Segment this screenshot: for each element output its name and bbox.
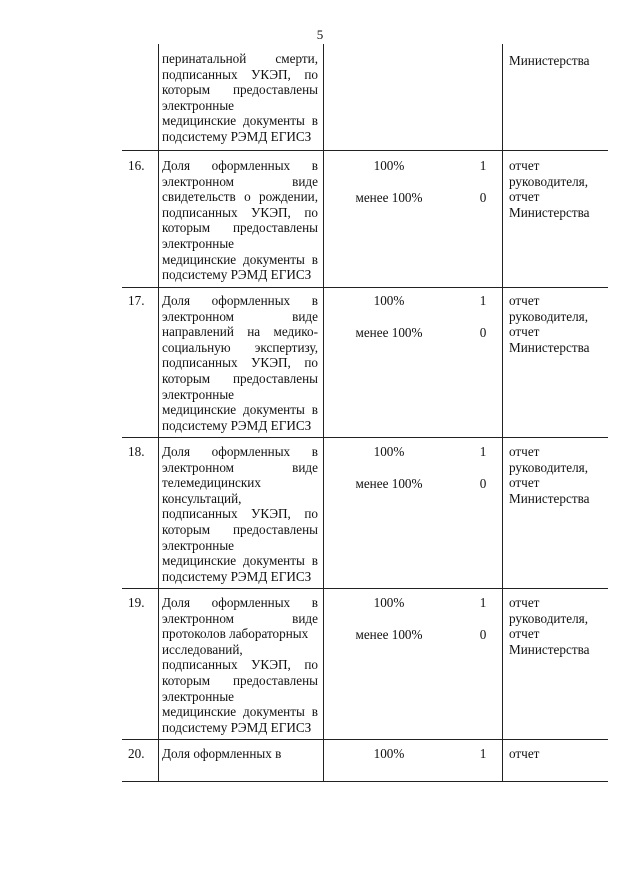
target-values bbox=[330, 595, 448, 642]
desc-line: электронные bbox=[162, 386, 235, 402]
source-line: отчет bbox=[509, 158, 540, 173]
top-fragment-description bbox=[162, 51, 318, 145]
desc-line: Доля оформленных в bbox=[162, 746, 282, 761]
value-line: 100% bbox=[373, 444, 405, 459]
score-line: 1 bbox=[479, 746, 487, 761]
source-line: руководителя, bbox=[509, 610, 589, 626]
score-line: 0 bbox=[479, 475, 487, 491]
source-line: Министерства bbox=[509, 53, 590, 68]
score-line: 1 bbox=[479, 444, 487, 459]
score-line: 1 bbox=[479, 293, 487, 308]
source-line: отчет bbox=[509, 293, 540, 308]
source-line: отчет bbox=[509, 746, 540, 761]
desc-line: медицинские документы в bbox=[162, 402, 318, 418]
desc-line: Доля оформленных в bbox=[162, 293, 318, 308]
desc-line: подсистему РЭМД ЕГИСЗ bbox=[162, 128, 312, 144]
desc-line: консультаций, bbox=[162, 490, 242, 506]
desc-line: Доля оформленных в bbox=[162, 444, 318, 459]
value-line: менее 100% bbox=[355, 475, 423, 491]
row-divider bbox=[122, 437, 608, 438]
table-left-border bbox=[158, 44, 159, 781]
source-line: руководителя, bbox=[509, 173, 589, 189]
value-line: менее 100% bbox=[355, 189, 423, 205]
row-number: 17. bbox=[128, 293, 145, 308]
source-line: Министерства bbox=[509, 204, 590, 220]
row-description bbox=[162, 746, 318, 762]
desc-line: которым предоставлены bbox=[162, 370, 318, 386]
table-col-divider-1 bbox=[323, 44, 324, 781]
value-line: 100% bbox=[373, 746, 405, 761]
desc-line: медицинские документы в bbox=[162, 704, 318, 720]
desc-line: направлений на медико- bbox=[162, 324, 318, 340]
row-divider bbox=[122, 150, 608, 151]
value-line: 100% bbox=[373, 293, 405, 308]
score-values bbox=[470, 158, 496, 205]
row-number: 16. bbox=[128, 158, 145, 173]
desc-line: исследований, bbox=[162, 641, 243, 657]
source-line: руководителя, bbox=[509, 308, 589, 324]
source-line: руководителя, bbox=[509, 459, 589, 475]
value-line: менее 100% bbox=[355, 324, 423, 340]
source-line: Министерства bbox=[509, 490, 590, 506]
source-line: отчет bbox=[509, 444, 540, 459]
desc-line: подписанных УКЭП, по bbox=[162, 204, 318, 220]
desc-line: подписанных УКЭП, по bbox=[162, 506, 318, 522]
score-values bbox=[470, 444, 496, 491]
row-number: 19. bbox=[128, 595, 145, 610]
score-line: 0 bbox=[479, 189, 487, 205]
desc-line: Доля оформленных в bbox=[162, 595, 318, 610]
desc-line: медицинские документы в bbox=[162, 553, 318, 569]
desc-line: электронном виде bbox=[162, 308, 318, 324]
desc-line: которым предоставлены bbox=[162, 521, 318, 537]
row-source bbox=[509, 293, 609, 355]
table-col-divider-2 bbox=[502, 44, 503, 781]
desc-line: электронном виде bbox=[162, 173, 318, 189]
score-values bbox=[470, 293, 496, 340]
top-fragment-source bbox=[509, 53, 609, 69]
target-values bbox=[330, 746, 448, 762]
desc-line: медицинские документы в bbox=[162, 113, 318, 129]
row-number: 20. bbox=[128, 746, 145, 761]
score-line: 0 bbox=[479, 324, 487, 340]
target-values bbox=[330, 293, 448, 340]
source-line: отчет bbox=[509, 595, 540, 610]
table-bottom-border bbox=[122, 781, 608, 782]
desc-line: подсистему РЭМД ЕГИСЗ bbox=[162, 719, 312, 735]
score-line: 0 bbox=[479, 626, 487, 642]
desc-line: электронные bbox=[162, 97, 235, 113]
source-line: отчет bbox=[509, 475, 540, 491]
desc-line: электронные bbox=[162, 688, 235, 704]
desc-line: подсистему РЭМД ЕГИСЗ bbox=[162, 267, 312, 283]
desc-line: электронном виде bbox=[162, 459, 318, 475]
desc-line: подписанных УКЭП, по bbox=[162, 355, 318, 371]
desc-line: свидетельств о рождении, bbox=[162, 189, 318, 205]
source-line: Министерства bbox=[509, 641, 590, 657]
row-source bbox=[509, 158, 609, 220]
desc-line: подписанных УКЭП, по bbox=[162, 66, 318, 82]
row-source bbox=[509, 444, 609, 506]
desc-line: подсистему РЭМД ЕГИСЗ bbox=[162, 417, 312, 433]
source-line: отчет bbox=[509, 324, 540, 340]
desc-line: электронные bbox=[162, 235, 235, 251]
desc-line: электронном виде bbox=[162, 610, 318, 626]
score-values bbox=[470, 595, 496, 642]
target-values bbox=[330, 444, 448, 491]
desc-line: медицинские документы в bbox=[162, 251, 318, 267]
source-line: отчет bbox=[509, 626, 540, 642]
row-source bbox=[509, 595, 609, 657]
value-line: 100% bbox=[373, 595, 405, 610]
desc-line: Доля оформленных в bbox=[162, 158, 318, 173]
desc-line: которым предоставлены bbox=[162, 672, 318, 688]
row-source bbox=[509, 746, 609, 762]
target-values bbox=[330, 158, 448, 205]
desc-line: которым предоставлены bbox=[162, 82, 318, 98]
source-line: Министерства bbox=[509, 339, 590, 355]
row-divider bbox=[122, 588, 608, 589]
score-values bbox=[470, 746, 496, 762]
desc-line: протоколов лабораторных bbox=[162, 626, 309, 642]
desc-line: телемедицинских bbox=[162, 475, 261, 491]
row-description bbox=[162, 293, 318, 433]
value-line: 100% bbox=[373, 158, 405, 173]
desc-line: электронные bbox=[162, 537, 235, 553]
page-number: 5 bbox=[316, 27, 324, 42]
desc-line: подписанных УКЭП, по bbox=[162, 657, 318, 673]
score-line: 1 bbox=[479, 595, 487, 610]
desc-line: социальную экспертизу, bbox=[162, 339, 318, 355]
row-description bbox=[162, 158, 318, 283]
value-line: менее 100% bbox=[355, 626, 423, 642]
desc-line: которым предоставлены bbox=[162, 220, 318, 236]
desc-line: подсистему РЭМД ЕГИСЗ bbox=[162, 568, 312, 584]
score-line: 1 bbox=[479, 158, 487, 173]
row-divider bbox=[122, 739, 608, 740]
source-line: отчет bbox=[509, 189, 540, 205]
row-divider bbox=[122, 287, 608, 288]
row-description bbox=[162, 595, 318, 735]
row-number: 18. bbox=[128, 444, 145, 459]
desc-line: перинатальной смерти, bbox=[162, 51, 318, 66]
row-description bbox=[162, 444, 318, 584]
